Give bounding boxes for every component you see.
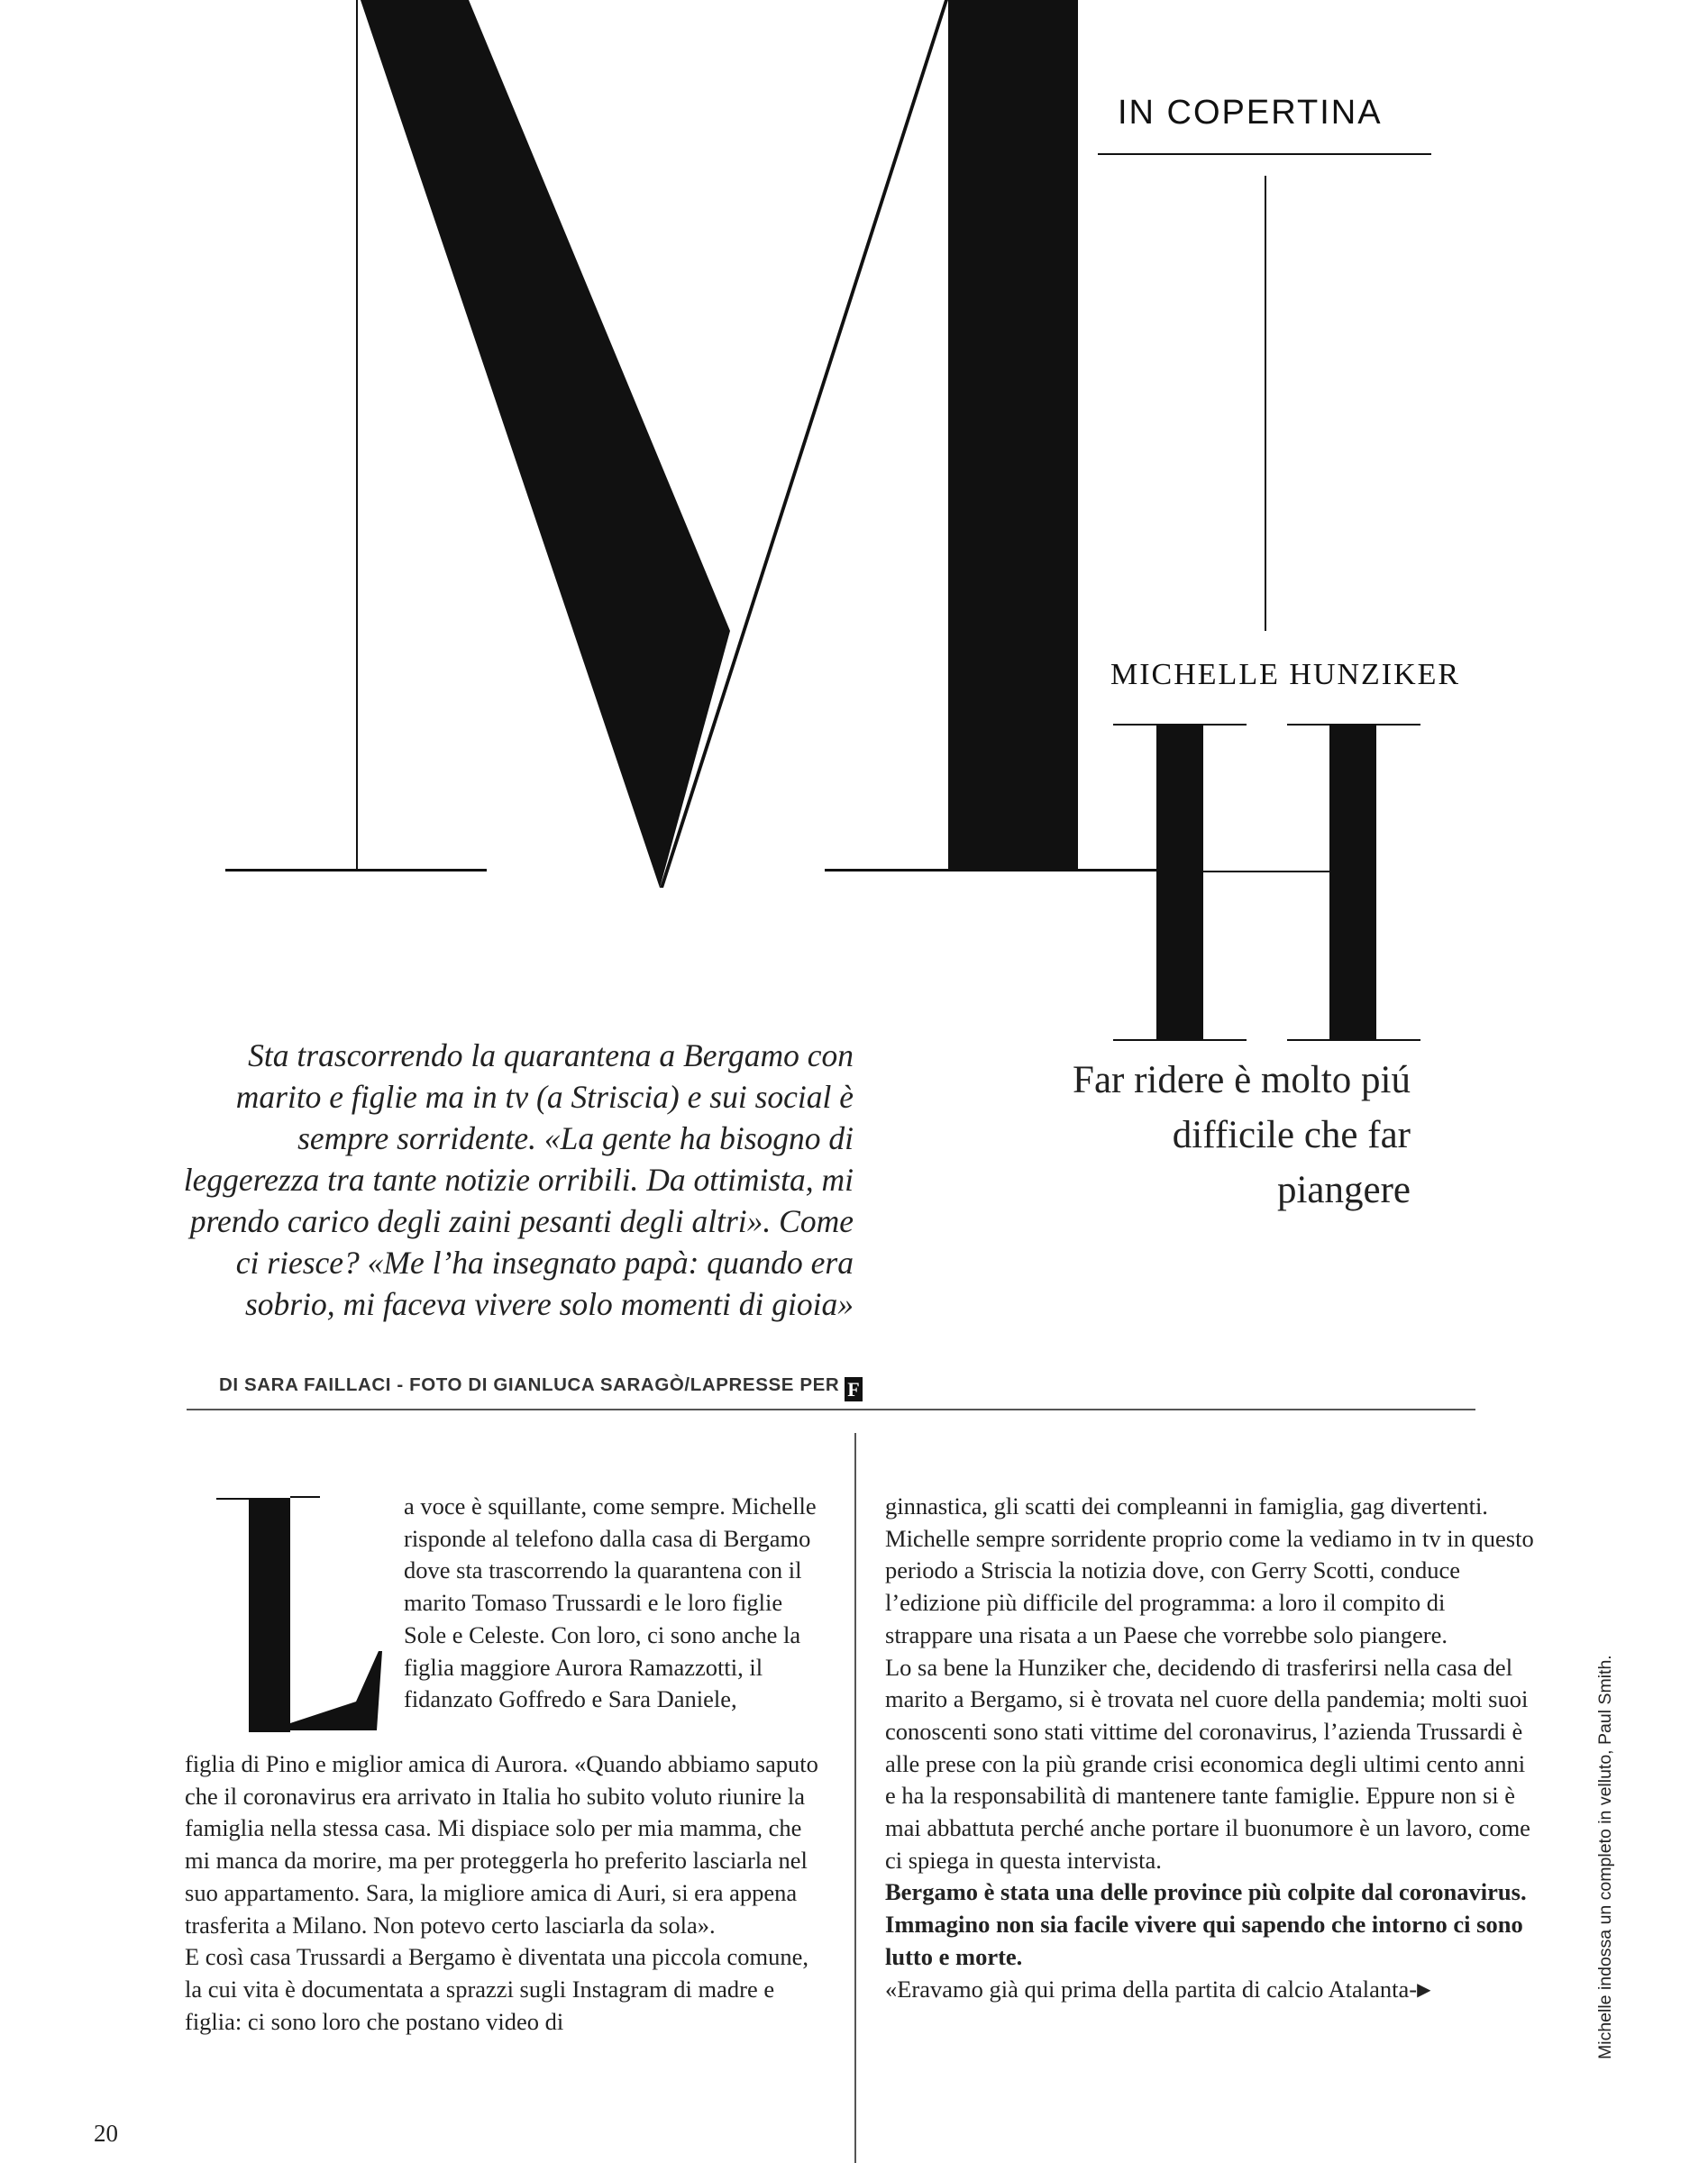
article-column-2 — [885, 1491, 1534, 2006]
intro-standfirst — [167, 1035, 854, 1325]
intro-text: Sta trascorrendo la quarantena a Bergamo con marito e figlie ma in tv (a Striscia) e sui social è sempre sorridente. «La gente ha bisogno di leggerezza tra tante notizie orribili. Da ottimista, mi prendo carico degli zaini pesanti degli altri». Come ci riesce? «Me l’ha insegnato papà: quando era sobrio, mi faceva vivere solo momenti di gioia» — [183, 1037, 854, 1322]
interview-question: Bergamo è stata una delle province più colpite dal coronavirus. Immagino non sia facile vivere qui sapendo che intorno ci sono lutto e morte. — [885, 1878, 1527, 1970]
credits-text: DI SARA FAILLACI - FOTO DI GIANLUCA SARAGÒ/LAPRESSE PER — [219, 1374, 840, 1395]
decorative-hairlines — [1098, 153, 1431, 631]
paragraph-2: E così casa Trussardi a Bergamo è diventata una piccola comune, la cui vita è documentata a sprazzi sugli Instagram di madre e figlia: ci sono loro che postano video di — [185, 1943, 808, 2035]
paragraph-opening: a voce è squillante, come sempre. Michelle risponde al telefono dalla casa di Bergamo dove sta trascorrendo la quarantena con il marito Tomaso Trussardi e le loro figlie Sole e Celeste. Con loro, ci sono anche la figlia maggiore Aurora Ramazzotti, il fidanzato Goffredo e Sara Daniele, — [404, 1492, 817, 1713]
answer-text: «Eravamo già qui prima della partita di calcio Atalanta- — [885, 1975, 1418, 2003]
article-column-1-bottom — [185, 1748, 829, 2038]
monogram-h — [1113, 724, 1420, 1041]
article-column-1-top — [404, 1491, 827, 1716]
paragraph-4: Lo sa bene la Hunziker che, decidendo di trasferirsi nella casa del marito a Bergamo, si è trovata nel cuore della pandemia; molti suoi conoscenti sono stati vittime del coronavirus, l’azienda Trussardi è alle prese con la più grande crisi economica degli ultimi cento anni e ha la responsabilità di mantenere tante famiglie. Eppure non si è mai abbattuta perché anche portare il buonumore è un lavoro, come ci spiega in questa intervista. — [885, 1653, 1530, 1874]
photo-caption-text: Michelle indossa un completo in velluto, Paul Smith. — [1595, 1655, 1615, 2059]
interview-answer — [885, 1974, 1534, 2007]
pull-quote: Far ridere è molto piú difficile che far piangere — [1073, 1059, 1411, 1211]
paragraph-1-continued: figlia di Pino e miglior amica di Aurora. «Quando abbiamo saputo che il coronavirus era arrivato in Italia ho subito voluto riunire la famiglia nella stessa casa. Mi dispiace solo per mia mamma, che mi manca da morire, ma per proteggerla ho preferito lasciarla nel suo appartamento. Sara, la migliore amica di Auri, si era appena trasferita a Milano. Non potevo certo lasciarla da sola». — [185, 1750, 818, 1939]
column-divider — [854, 1433, 856, 2163]
page-number: 20 — [94, 2120, 118, 2147]
continue-arrow-icon: ▶ — [1417, 1979, 1431, 2000]
magazine-logo: F — [845, 1377, 863, 1401]
paragraph-3: ginnastica, gli scatti dei compleanni in famiglia, gag divertenti. Michelle sempre sorridente proprio come la vediamo in tv in questo periodo a Striscia la notizia dove, con Gerry Scotti, conduce l’edizione più difficile del programma: a loro il compito di strappare una risata a un Paese che vorrebbe solo piangere. — [885, 1492, 1534, 1648]
monogram-m — [225, 0, 1176, 888]
photo-caption — [1595, 1645, 1622, 2059]
section-label: IN COPERTINA — [1118, 94, 1383, 132]
byline-credits — [219, 1374, 863, 1401]
credits-rule — [187, 1409, 1475, 1410]
subject-name: MICHELLE HUNZIKER — [1110, 658, 1461, 691]
drop-cap-l — [216, 1496, 382, 1732]
